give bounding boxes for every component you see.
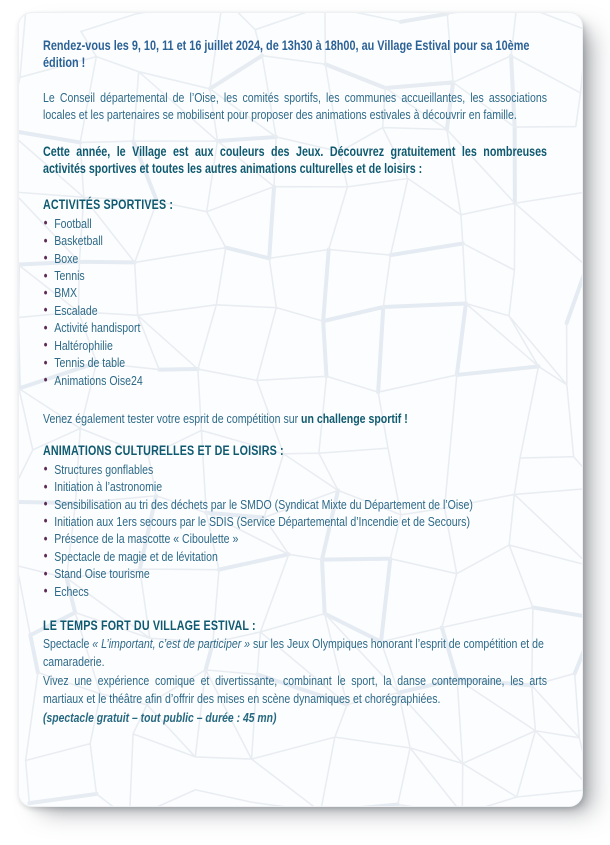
list-item-label: Initiation à l’astronomie	[54, 479, 163, 495]
footnote-line: (spectacle gratuit – tout public – durée : 45 mn)	[43, 710, 277, 725]
bullet-icon: •	[43, 583, 48, 599]
bullet-icon: •	[43, 354, 48, 370]
spectacle-title-italic: « L’important, c’est de participer »	[92, 636, 251, 652]
list-item-label: Animations Oise24	[54, 372, 143, 388]
list-item-label: Tennis	[54, 268, 85, 284]
list-item	[43, 232, 547, 249]
bullet-icon: •	[43, 461, 48, 477]
list-item-label: Echecs	[54, 583, 89, 599]
list-item	[43, 215, 547, 232]
list-item-label: Basketball	[54, 233, 103, 249]
list-item	[43, 530, 547, 547]
list-item-label: Initiation aux 1ers secours par le SDIS (Service Départemental d’Incendie et de Secours)	[54, 513, 470, 529]
bullet-icon: •	[43, 372, 48, 387]
list-item	[43, 372, 547, 389]
list-item-label: Boxe	[54, 250, 79, 266]
list-item	[43, 319, 547, 336]
bullet-icon: •	[43, 232, 48, 248]
temps-fort-heading: LE TEMPS FORT DU VILLAGE ESTIVAL :	[43, 617, 256, 633]
bullet-icon: •	[43, 548, 48, 564]
list-item	[43, 267, 547, 284]
list-item-label: Présence de la mascotte « Ciboulette »	[54, 531, 239, 547]
sports-list	[43, 215, 547, 389]
list-item	[43, 548, 547, 565]
list-item	[43, 583, 547, 600]
bullet-icon: •	[43, 513, 48, 529]
list-item-label: Tennis de table	[54, 355, 126, 371]
bullet-icon: •	[43, 267, 48, 283]
theme-paragraph: Cette année, le Village est aux couleurs des Jeux. Découvrez gratuitement les nombreuses activités sportives et toutes les autres animations culturelles et de loisirs :	[43, 143, 547, 177]
list-item	[43, 354, 547, 371]
list-item	[43, 337, 547, 354]
list-item-label: Football	[54, 215, 92, 231]
bullet-icon: •	[43, 319, 48, 335]
bullet-icon: •	[43, 478, 48, 494]
experience-paragraph: Vivez une expérience comique et divertissante, combinant le sport, la danse contemporaine, les arts martiaux et le théâtre afin d’offrir des mises en scène dynamiques et chorégraphiées.	[43, 673, 547, 706]
animations-list	[43, 461, 547, 600]
bullet-icon: •	[43, 284, 48, 300]
list-item	[43, 513, 547, 530]
list-item-label: Haltérophilie	[54, 337, 113, 353]
list-item	[43, 496, 547, 513]
spectacle-text-suffix: sur les Jeux Olympiques honorant l’esprit de compétition et de camaraderie.	[43, 636, 544, 669]
bullet-icon: •	[43, 215, 48, 231]
challenge-sentence	[43, 410, 547, 427]
bullet-icon: •	[43, 565, 48, 581]
flyer-content	[43, 37, 547, 726]
spectacle-text: Spectacle	[43, 636, 93, 652]
flyer-page	[18, 12, 583, 807]
bullet-icon: •	[43, 530, 48, 546]
list-item-label: Spectacle de magie et de lévitation	[54, 548, 218, 564]
list-item	[43, 302, 547, 319]
animations-heading: ANIMATIONS CULTURELLES ET DE LOISIRS :	[43, 443, 284, 459]
bullet-icon: •	[43, 337, 48, 353]
challenge-bold-text: un challenge sportif !	[301, 410, 408, 426]
spectacle-sentence	[43, 635, 547, 670]
challenge-text: Venez également tester votre esprit de compétition sur	[43, 410, 302, 426]
list-item-label: Activité handisport	[54, 320, 141, 336]
list-item-label: Sensibilisation au tri des déchets par le SMDO (Syndicat Mixte du Département de l’Oise)	[54, 496, 473, 512]
bullet-icon: •	[43, 250, 48, 266]
organizers-paragraph: Le Conseil départemental de l’Oise, les comités sportifs, les communes accueillantes, les associations locales et les partenaires se mobilisent pour proposer des animations estivales à découvrir en famille.	[43, 89, 547, 123]
bullet-icon: •	[43, 496, 48, 512]
list-item	[43, 565, 547, 582]
list-item-label: Structures gonflables	[54, 461, 154, 477]
list-item	[43, 461, 547, 478]
list-item-label: BMX	[54, 285, 78, 301]
intro-heading: Rendez-vous les 9, 10, 11 et 16 juillet 2024, de 13h30 à 18h00, au Village Estival pour sa 10ème édition !	[43, 38, 530, 71]
bullet-icon: •	[43, 302, 48, 318]
list-item-label: Escalade	[54, 302, 98, 318]
sports-heading: ACTIVITÉS SPORTIVES :	[43, 197, 174, 213]
list-item-label: Stand Oise tourisme	[54, 566, 150, 582]
list-item	[43, 250, 547, 267]
list-item	[43, 478, 547, 495]
list-item	[43, 284, 547, 301]
